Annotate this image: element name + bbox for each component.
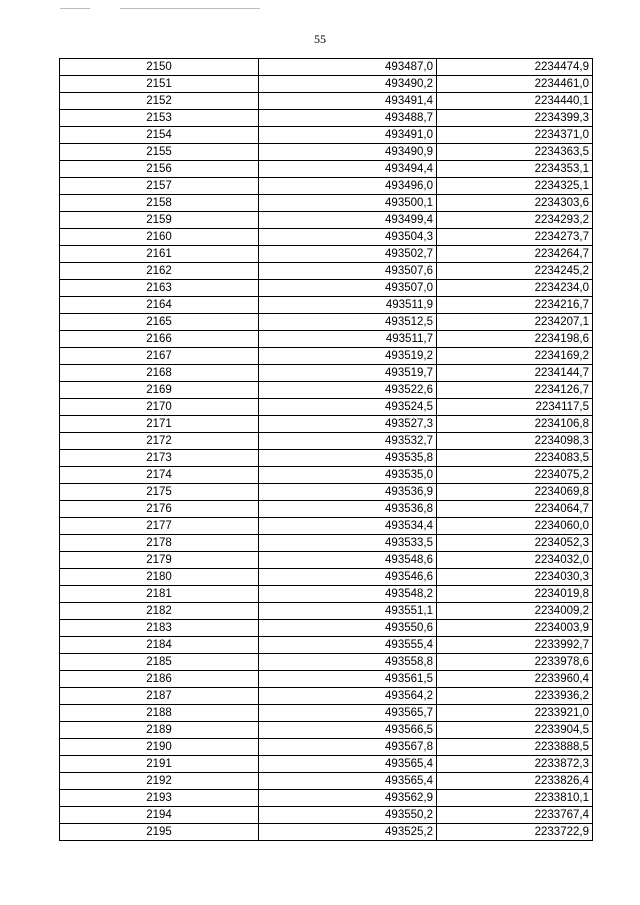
- table-row: [60, 586, 593, 603]
- y-coordinate-cell: 2234064,7: [437, 501, 593, 518]
- x-coordinate-cell: 493536,9: [259, 484, 437, 501]
- x-coordinate-cell: 493504,3: [259, 229, 437, 246]
- y-coordinate-cell: 2233904,5: [437, 722, 593, 739]
- table-row: [60, 416, 593, 433]
- point-number-cell: 2194: [60, 807, 259, 824]
- table-row: [60, 348, 593, 365]
- x-coordinate-cell: 493496,0: [259, 178, 437, 195]
- x-coordinate-cell: 493527,3: [259, 416, 437, 433]
- y-coordinate-cell: 2234273,7: [437, 229, 593, 246]
- y-coordinate-cell: 2234440,1: [437, 93, 593, 110]
- point-number-cell: 2172: [60, 433, 259, 450]
- x-coordinate-cell: 493511,7: [259, 331, 437, 348]
- x-coordinate-cell: 493512,5: [259, 314, 437, 331]
- point-number-cell: 2166: [60, 331, 259, 348]
- table-row: [60, 331, 593, 348]
- y-coordinate-cell: 2234030,3: [437, 569, 593, 586]
- table-row: [60, 807, 593, 824]
- y-coordinate-cell: 2234371,0: [437, 127, 593, 144]
- table-row: [60, 722, 593, 739]
- table-row: [60, 450, 593, 467]
- y-coordinate-cell: 2234083,5: [437, 450, 593, 467]
- y-coordinate-cell: 2234353,1: [437, 161, 593, 178]
- y-coordinate-cell: 2233826,4: [437, 773, 593, 790]
- table-row: [60, 365, 593, 382]
- y-coordinate-cell: 2234198,6: [437, 331, 593, 348]
- y-coordinate-cell: 2234075,2: [437, 467, 593, 484]
- x-coordinate-cell: 493534,4: [259, 518, 437, 535]
- x-coordinate-cell: 493565,7: [259, 705, 437, 722]
- x-coordinate-cell: 493519,2: [259, 348, 437, 365]
- table-row: [60, 790, 593, 807]
- x-coordinate-cell: 493548,6: [259, 552, 437, 569]
- table-row: [60, 501, 593, 518]
- point-number-cell: 2156: [60, 161, 259, 178]
- y-coordinate-cell: 2234216,7: [437, 297, 593, 314]
- point-number-cell: 2170: [60, 399, 259, 416]
- x-coordinate-cell: 493565,4: [259, 773, 437, 790]
- point-number-cell: 2187: [60, 688, 259, 705]
- point-number-cell: 2165: [60, 314, 259, 331]
- y-coordinate-cell: 2234052,3: [437, 535, 593, 552]
- table-row: [60, 824, 593, 841]
- scan-artifact-line: [60, 8, 90, 9]
- x-coordinate-cell: 493532,7: [259, 433, 437, 450]
- x-coordinate-cell: 493564,2: [259, 688, 437, 705]
- point-number-cell: 2167: [60, 348, 259, 365]
- x-coordinate-cell: 493525,2: [259, 824, 437, 841]
- x-coordinate-cell: 493488,7: [259, 110, 437, 127]
- table-row: [60, 246, 593, 263]
- point-number-cell: 2168: [60, 365, 259, 382]
- x-coordinate-cell: 493490,2: [259, 76, 437, 93]
- table-row: [60, 178, 593, 195]
- point-number-cell: 2180: [60, 569, 259, 586]
- y-coordinate-cell: 2234098,3: [437, 433, 593, 450]
- x-coordinate-cell: 493533,5: [259, 535, 437, 552]
- table-row: [60, 297, 593, 314]
- y-coordinate-cell: 2234474,9: [437, 59, 593, 76]
- x-coordinate-cell: 493561,5: [259, 671, 437, 688]
- point-number-cell: 2181: [60, 586, 259, 603]
- table-row: [60, 93, 593, 110]
- y-coordinate-cell: 2233978,6: [437, 654, 593, 671]
- x-coordinate-cell: 493491,0: [259, 127, 437, 144]
- point-number-cell: 2151: [60, 76, 259, 93]
- table-row: [60, 569, 593, 586]
- x-coordinate-cell: 493550,6: [259, 620, 437, 637]
- x-coordinate-cell: 493499,4: [259, 212, 437, 229]
- scan-artifact-line: [120, 8, 260, 9]
- table-row: [60, 59, 593, 76]
- y-coordinate-cell: 2234144,7: [437, 365, 593, 382]
- y-coordinate-cell: 2234363,5: [437, 144, 593, 161]
- x-coordinate-cell: 493551,1: [259, 603, 437, 620]
- point-number-cell: 2169: [60, 382, 259, 399]
- point-number-cell: 2184: [60, 637, 259, 654]
- x-coordinate-cell: 493511,9: [259, 297, 437, 314]
- point-number-cell: 2185: [60, 654, 259, 671]
- table-row: [60, 484, 593, 501]
- point-number-cell: 2163: [60, 280, 259, 297]
- x-coordinate-cell: 493535,8: [259, 450, 437, 467]
- x-coordinate-cell: 493490,9: [259, 144, 437, 161]
- table-row: [60, 671, 593, 688]
- x-coordinate-cell: 493536,8: [259, 501, 437, 518]
- table-row: [60, 263, 593, 280]
- table-row: [60, 110, 593, 127]
- point-number-cell: 2157: [60, 178, 259, 195]
- x-coordinate-cell: 493494,4: [259, 161, 437, 178]
- table-row: [60, 467, 593, 484]
- table-row: [60, 535, 593, 552]
- point-number-cell: 2192: [60, 773, 259, 790]
- point-number-cell: 2190: [60, 739, 259, 756]
- x-coordinate-cell: 493555,4: [259, 637, 437, 654]
- point-number-cell: 2160: [60, 229, 259, 246]
- x-coordinate-cell: 493502,7: [259, 246, 437, 263]
- point-number-cell: 2155: [60, 144, 259, 161]
- table-row: [60, 620, 593, 637]
- x-coordinate-cell: 493566,5: [259, 722, 437, 739]
- table-row: [60, 144, 593, 161]
- table-row: [60, 739, 593, 756]
- y-coordinate-cell: 2234169,2: [437, 348, 593, 365]
- x-coordinate-cell: 493491,4: [259, 93, 437, 110]
- table-row: [60, 552, 593, 569]
- coordinates-table: [59, 58, 593, 841]
- point-number-cell: 2193: [60, 790, 259, 807]
- table-row: [60, 229, 593, 246]
- y-coordinate-cell: 2234117,5: [437, 399, 593, 416]
- y-coordinate-cell: 2234461,0: [437, 76, 593, 93]
- y-coordinate-cell: 2233992,7: [437, 637, 593, 654]
- y-coordinate-cell: 2233921,0: [437, 705, 593, 722]
- table-row: [60, 688, 593, 705]
- x-coordinate-cell: 493507,6: [259, 263, 437, 280]
- point-number-cell: 2176: [60, 501, 259, 518]
- x-coordinate-cell: 493567,8: [259, 739, 437, 756]
- y-coordinate-cell: 2234003,9: [437, 620, 593, 637]
- point-number-cell: 2174: [60, 467, 259, 484]
- point-number-cell: 2159: [60, 212, 259, 229]
- coordinates-table-body: [60, 59, 593, 841]
- table-row: [60, 76, 593, 93]
- point-number-cell: 2158: [60, 195, 259, 212]
- table-row: [60, 195, 593, 212]
- point-number-cell: 2161: [60, 246, 259, 263]
- point-number-cell: 2182: [60, 603, 259, 620]
- x-coordinate-cell: 493565,4: [259, 756, 437, 773]
- x-coordinate-cell: 493546,6: [259, 569, 437, 586]
- point-number-cell: 2162: [60, 263, 259, 280]
- table-row: [60, 399, 593, 416]
- table-row: [60, 314, 593, 331]
- point-number-cell: 2154: [60, 127, 259, 144]
- point-number-cell: 2189: [60, 722, 259, 739]
- x-coordinate-cell: 493519,7: [259, 365, 437, 382]
- y-coordinate-cell: 2234126,7: [437, 382, 593, 399]
- y-coordinate-cell: 2234032,0: [437, 552, 593, 569]
- y-coordinate-cell: 2233960,4: [437, 671, 593, 688]
- y-coordinate-cell: 2233872,3: [437, 756, 593, 773]
- table-row: [60, 773, 593, 790]
- point-number-cell: 2183: [60, 620, 259, 637]
- y-coordinate-cell: 2233810,1: [437, 790, 593, 807]
- x-coordinate-cell: 493522,6: [259, 382, 437, 399]
- point-number-cell: 2179: [60, 552, 259, 569]
- table-row: [60, 518, 593, 535]
- table-row: [60, 603, 593, 620]
- y-coordinate-cell: 2233888,5: [437, 739, 593, 756]
- table-row: [60, 637, 593, 654]
- x-coordinate-cell: 493487,0: [259, 59, 437, 76]
- x-coordinate-cell: 493548,2: [259, 586, 437, 603]
- point-number-cell: 2195: [60, 824, 259, 841]
- point-number-cell: 2188: [60, 705, 259, 722]
- y-coordinate-cell: 2234234,0: [437, 280, 593, 297]
- y-coordinate-cell: 2234060,0: [437, 518, 593, 535]
- y-coordinate-cell: 2234399,3: [437, 110, 593, 127]
- point-number-cell: 2186: [60, 671, 259, 688]
- y-coordinate-cell: 2233722,9: [437, 824, 593, 841]
- point-number-cell: 2177: [60, 518, 259, 535]
- table-row: [60, 127, 593, 144]
- y-coordinate-cell: 2233936,2: [437, 688, 593, 705]
- point-number-cell: 2153: [60, 110, 259, 127]
- point-number-cell: 2178: [60, 535, 259, 552]
- table-row: [60, 705, 593, 722]
- page-number: 55: [314, 32, 326, 46]
- y-coordinate-cell: 2234106,8: [437, 416, 593, 433]
- x-coordinate-cell: 493524,5: [259, 399, 437, 416]
- point-number-cell: 2150: [60, 59, 259, 76]
- table-row: [60, 382, 593, 399]
- table-row: [60, 756, 593, 773]
- point-number-cell: 2173: [60, 450, 259, 467]
- point-number-cell: 2171: [60, 416, 259, 433]
- y-coordinate-cell: 2234069,8: [437, 484, 593, 501]
- y-coordinate-cell: 2234325,1: [437, 178, 593, 195]
- x-coordinate-cell: 493535,0: [259, 467, 437, 484]
- x-coordinate-cell: 493500,1: [259, 195, 437, 212]
- table-row: [60, 433, 593, 450]
- point-number-cell: 2175: [60, 484, 259, 501]
- table-row: [60, 280, 593, 297]
- table-row: [60, 212, 593, 229]
- table-row: [60, 654, 593, 671]
- x-coordinate-cell: 493558,8: [259, 654, 437, 671]
- y-coordinate-cell: 2234019,8: [437, 586, 593, 603]
- x-coordinate-cell: 493562,9: [259, 790, 437, 807]
- point-number-cell: 2152: [60, 93, 259, 110]
- x-coordinate-cell: 493507,0: [259, 280, 437, 297]
- table-row: [60, 161, 593, 178]
- point-number-cell: 2191: [60, 756, 259, 773]
- y-coordinate-cell: 2234264,7: [437, 246, 593, 263]
- x-coordinate-cell: 493550,2: [259, 807, 437, 824]
- y-coordinate-cell: 2234303,6: [437, 195, 593, 212]
- y-coordinate-cell: 2234207,1: [437, 314, 593, 331]
- y-coordinate-cell: 2234009,2: [437, 603, 593, 620]
- y-coordinate-cell: 2234245,2: [437, 263, 593, 280]
- y-coordinate-cell: 2233767,4: [437, 807, 593, 824]
- point-number-cell: 2164: [60, 297, 259, 314]
- y-coordinate-cell: 2234293,2: [437, 212, 593, 229]
